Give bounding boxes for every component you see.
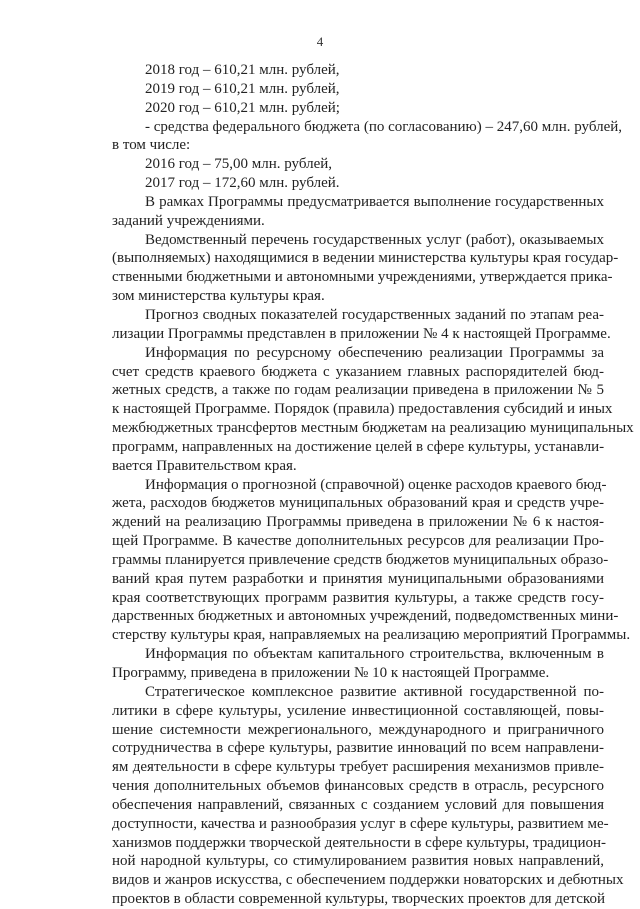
text-line: видов и жанров искусства, с обеспечением поддержки новаторских и дебютных [112,872,624,889]
text-line: доступности, качества и разнообразия услуг в сфере культуры, развитием ме- [112,815,609,832]
text-line: 2020 год – 610,21 млн. рублей; [145,99,340,116]
text-line: ханизмов поддержки творческой деятельности в сфере культуры, традицион- [112,834,607,851]
text-line: жетных средств, а также по годам реализации приведена в приложении № 5 [112,382,604,399]
text-line: Ведомственный перечень государственных услуг (работ), оказываемых [145,231,604,248]
text-line: вается Правительством края. [112,457,297,474]
text-line: края соответствующих программ развития культуры, а также средств госу- [112,589,604,606]
text-line: ственными бюджетными и автономными учреждениями, утверждается прика- [112,269,613,286]
text-line: программ, направленных на достижение целей в сфере культуры, устанавли- [112,438,605,455]
text-line: 2018 год – 610,21 млн. рублей, [145,62,340,78]
body-text [112,61,634,909]
text-line: дарственных бюджетных и автономных учреждений, подведомственных мини- [112,608,619,625]
text-line: ям деятельности в сфере культуры требует расширения механизмов привле- [112,759,604,776]
text-line: литики в сфере культуры, усиление инвестиционной составляющей, повы- [112,702,604,719]
text-line: 2016 год – 75,00 млн. рублей, [145,156,333,173]
text-line: в том числе: [112,137,191,154]
text-line: ждений на реализацию Программы приведена в приложении № 6 к настоя- [112,514,604,531]
text-line: к настоящей Программе. Порядок (правила) предоставления субсидий и иных [112,401,613,418]
text-line: ваний края путем разработки и принятия муниципальными образованиями [112,570,604,587]
text-line: щей Программе. В качестве дополнительных ресурсов для реализации Про- [112,533,604,550]
text-line: жета, расходов бюджетов муниципальных образований края и средств учре- [112,495,604,512]
text-line: Прогноз сводных показателей государственных заданий по этапам реа- [145,306,604,323]
text-line: сотрудничества в сфере культуры, развитие инноваций по всем направлени- [112,740,604,757]
text-line: Стратегическое комплексное развитие активной государственной по- [145,683,604,700]
text-line: стерству культуры края, направляемых на реализацию мероприятий Программы. [112,627,631,644]
text-line: В рамках Программы предусматривается выполнение государственных [145,193,604,210]
text-line: чения дополнительных объемов финансовых средств в отрасль, ресурсного [112,778,604,795]
text-line: лизации Программы представлен в приложении № 4 к настоящей Программе. [112,325,611,342]
text-line: Информация по ресурсному обеспечению реализации Программы за [145,344,604,361]
page-number: 4 [316,34,324,49]
text-line: 2019 год – 610,21 млн. рублей, [145,80,340,97]
text-line: счет средств краевого бюджета с указанием главных распорядителей бюд- [112,363,604,380]
text-line: Программу, приведена в приложении № 10 к настоящей Программе. [112,665,550,681]
text-line: межбюджетных трансфертов местным бюджетам на реализацию муниципальных [112,420,634,437]
text-line: Информация о прогнозной (справочной) оценке расходов краевого бюд- [145,476,607,493]
text-line: проектов в области современной культуры, творческих проектов для детской [112,891,605,908]
text-line: шение системности межрегионального, международного и приграничного [112,721,604,738]
text-line: ной народной культуры, со стимулированием развития новых направлений, [112,853,604,870]
text-line: 2017 год – 172,60 млн. рублей. [145,175,340,192]
text-line: Информация по объектам капитального строительства, включенным в [145,646,604,663]
text-line: обеспечения направлений, связанных с созданием условий для повышения [112,796,604,813]
text-line: (выполняемых) находящимися в ведении министерства культуры края государ- [112,250,619,267]
text-line: зом министерства культуры края. [112,288,325,305]
text-line: граммы планируется привлечение средств бюджетов муниципальных образо- [112,551,609,568]
text-line: заданий учреждениями. [112,212,265,229]
text-line: - средства федерального бюджета (по согласованию) – 247,60 млн. рублей, [145,118,623,135]
